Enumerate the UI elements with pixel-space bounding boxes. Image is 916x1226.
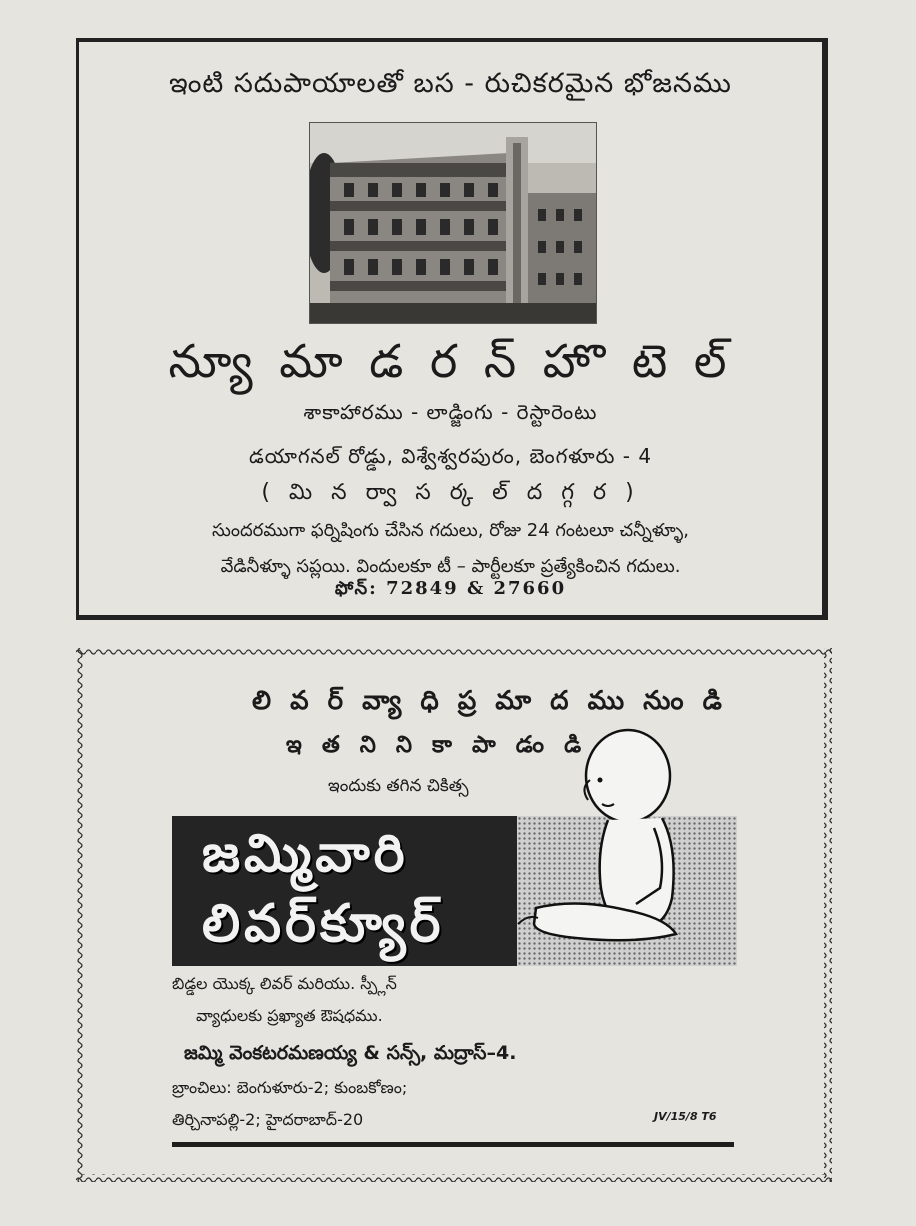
brand-name-line-2: లివర్‌క్యూర్: [202, 894, 445, 954]
hotel-building-photo: [309, 122, 597, 324]
brand-name-line-1: జమ్మివారి: [202, 824, 409, 884]
hotel-tagline: ఇంటి సదుపాయాలతో బస - రుచికరమైన భోజనము: [169, 68, 732, 99]
hotel-name: న్యూ మా డ ర న్ హొ టె ల్: [168, 334, 733, 388]
description-line-1: బిడ్డల యొక్క లివర్ మరియు. స్ప్లీన్: [172, 974, 397, 993]
seated-child-illustration: [516, 728, 706, 958]
headline-line-1: లి వ ర్ వ్యా ధి ప్ర మా ద ము నుం డి: [252, 686, 727, 716]
hotel-phone: ఫోన్: 72849 & 27660: [334, 578, 567, 599]
hotel-address: డయాగనల్ రోడ్డు, విశ్వేశ్వరపురం, బెంగళూరు - 4: [248, 444, 653, 468]
hotel-features-line-1: సుందరముగా ఫర్నిషింగు చేసిన గదులు, రోజు 24 గంటలూ చన్నీళ్ళూ,: [211, 520, 689, 541]
hotel-features-line-2: వేడినీళ్ళూ సప్లయి. విందులకూ టీ – పార్టీలకూ ప్రత్యేకించిన గదులు.: [220, 556, 681, 577]
hotel-services: శాకాహారము - లాడ్జింగు - రెస్టారెంటు: [303, 400, 598, 424]
branches-line-1: బ్రాంచిలు: బెంగుళూరు-2; కుంబకోణం;: [172, 1078, 408, 1097]
headline-line-3: ఇందుకు తగిన చికిత్స: [328, 776, 469, 796]
medicine-advertisement: [76, 648, 832, 1182]
hotel-landmark: ( మి న ర్వా స ర్క ల్ ద గ్గ ర ): [261, 480, 640, 505]
ad-code: JV/15/8 T6: [654, 1110, 717, 1123]
branches-line-2: తిర్చినాపల్లి-2; హైదరాబాద్-20: [172, 1110, 364, 1129]
bottom-rule: [172, 1142, 734, 1147]
manufacturer: జమ్మి వెంకటరమణయ్య & సన్స్, మద్రాస్–4.: [184, 1042, 517, 1064]
description-line-2: వ్యాధులకు ప్రఖ్యాత ఔషధము.: [196, 1006, 383, 1025]
headline-line-2: ఇ త ని ని కా పా డం డి: [286, 732, 588, 758]
hotel-advertisement: [76, 38, 828, 620]
